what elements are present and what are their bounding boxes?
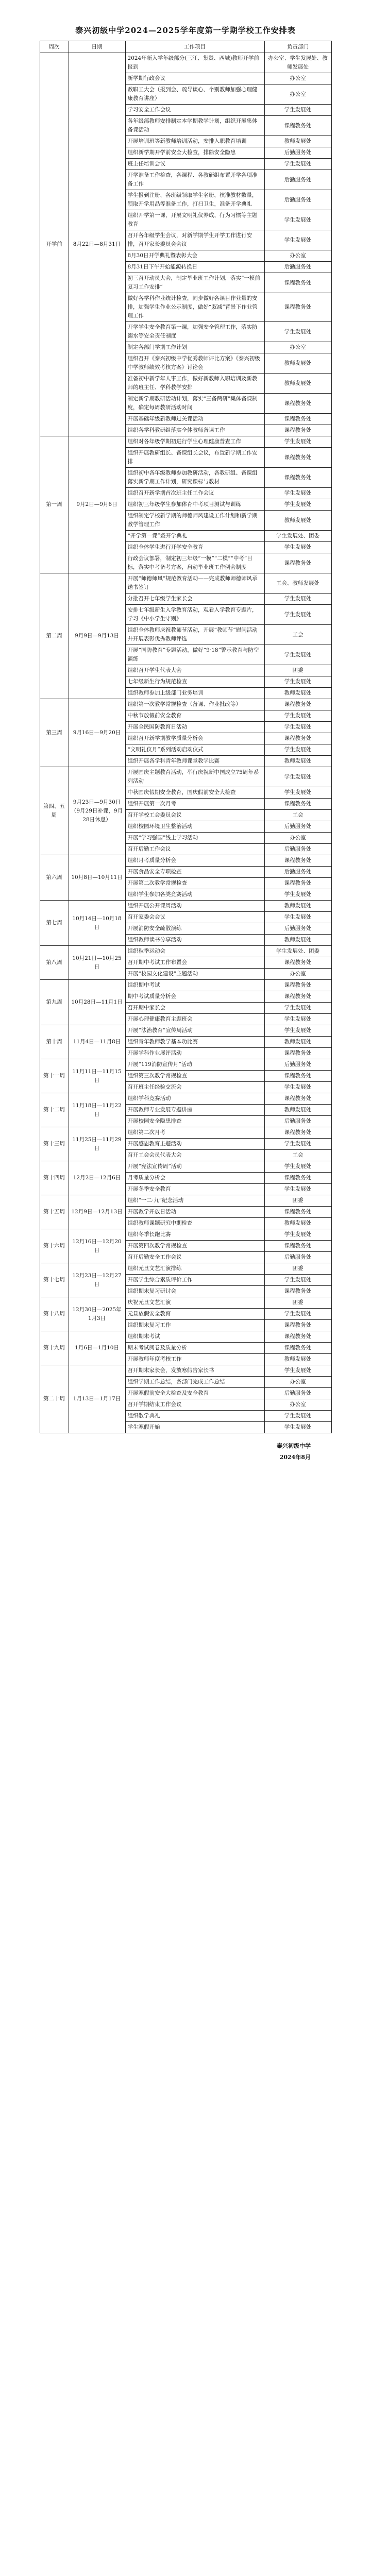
work-item-cell: 组织全体学生进行开学安全教育 <box>125 542 264 553</box>
department-cell: 课程教务处 <box>264 733 331 744</box>
department-cell: 教师发展处 <box>264 1037 331 1048</box>
department-cell: 学生发展处 <box>264 710 331 722</box>
table-row <box>40 699 331 710</box>
department-cell: 教师发展处 <box>264 1218 331 1229</box>
department-cell: 办公室 <box>264 1377 331 1388</box>
date-cell: 11月11日—11月15日 <box>69 1059 125 1093</box>
table-row <box>40 1195 331 1207</box>
department-cell: 课程教务处 <box>264 1241 331 1252</box>
work-item-cell: 期中考试质量分析会 <box>125 991 264 1003</box>
work-item-cell: 2024年新入学年级部分(三江、集贤、西城)教师开学前报到 <box>125 53 264 73</box>
table-row <box>40 901 331 912</box>
work-item-cell: 班主任培训会议 <box>125 159 264 170</box>
department-cell: 办公室 <box>264 833 331 844</box>
work-item-cell: 召开期中考试工作布置会 <box>125 957 264 969</box>
week-cell: 第二周 <box>40 573 69 699</box>
date-cell: 12月9日—12月13日 <box>69 1195 125 1229</box>
work-item-cell: 月考质量分析会 <box>125 1173 264 1184</box>
date-cell: 1月6日—1月10日 <box>69 1331 125 1365</box>
department-cell: 课程教务处 <box>264 293 331 322</box>
department-cell: 学生发展处 <box>264 1003 331 1014</box>
department-cell: 课程教务处 <box>264 414 331 425</box>
work-item-cell: 组织全体教师庆祝教师节活动，开展“教师节”慰问活动并开展表彰优秀教师评选 <box>125 625 264 645</box>
department-cell: 教师发展处 <box>264 1105 331 1116</box>
work-item-cell: 组织新学期开学前安全大检查，排除安全隐患 <box>125 147 264 159</box>
work-item-cell: 开展“校园文化建设”主题活动 <box>125 969 264 980</box>
department-cell: 学生发展处 <box>264 436 331 448</box>
department-cell: 学生发展处 <box>264 1014 331 1025</box>
work-item-cell: 开展感恩教育主题活动 <box>125 1139 264 1150</box>
week-cell: 第十二周 <box>40 1093 69 1127</box>
footer-org: 泰兴初级中学 <box>277 1443 311 1449</box>
work-item-cell: 召开后勤工作会议 <box>125 844 264 855</box>
department-cell: 学生发展处 <box>264 1422 331 1433</box>
work-item-cell: 开展“法治教育”宣传周活动 <box>125 1025 264 1037</box>
week-cell: 第九周 <box>40 980 69 1025</box>
department-cell: 后勤服务处 <box>264 190 331 210</box>
work-item-cell: 组织各学科教研组落实全体教师备课工作 <box>125 425 264 436</box>
work-item-cell: 组织期中考试 <box>125 980 264 991</box>
week-cell: 第十周 <box>40 1025 69 1059</box>
work-item-cell: 组织教师课题研究中期检查 <box>125 1218 264 1229</box>
work-item-cell: 开学准备工作检查，各课程、各教研组布置开学各项准备工作 <box>125 170 264 190</box>
week-cell: 第七周 <box>40 901 69 946</box>
table-row <box>40 767 331 787</box>
work-item-cell: 庆祝元旦文艺汇演 <box>125 1297 264 1309</box>
work-item-cell: 开展校园安全隐患排查 <box>125 1116 264 1127</box>
work-item-cell: 期末考试阅卷及质量分析 <box>125 1343 264 1354</box>
week-cell: 开学前 <box>40 53 69 436</box>
work-item-cell: 开展第四次教学常规检查 <box>125 1241 264 1252</box>
date-cell: 10月21日—10月25日 <box>69 946 125 980</box>
department-cell: 教师发展处 <box>264 756 331 767</box>
work-item-cell: 制定新学期教研活动计划，落实“三备两研”集体备课制度，确定每周教研活动时间 <box>125 394 264 414</box>
date-cell: 12月30日—2025年1月3日 <box>69 1297 125 1331</box>
department-cell: 教师发展处 <box>264 374 331 394</box>
date-cell: 11月4日—11月8日 <box>69 1025 125 1059</box>
table-row <box>40 1161 331 1173</box>
work-item-cell: 组织制定学校新学期的师德师风建设工作计划和新学期教学管理工作 <box>125 511 264 531</box>
department-cell: 课程教务处 <box>264 1048 331 1059</box>
work-item-cell: 开展全民国防教育日活动 <box>125 722 264 733</box>
department-cell: 教师发展处 <box>264 511 331 531</box>
work-item-cell: 开学学生安全教育第一课，加强安全管理工作，落实防溺水等安全责任制度 <box>125 322 264 342</box>
department-cell: 学生发展处 <box>264 767 331 787</box>
department-cell: 教师发展处 <box>264 136 331 147</box>
department-cell: 教师发展处 <box>264 688 331 699</box>
work-item-cell: 组织开学第一课，开展文明礼仪养成、行为习惯等主题教育 <box>125 210 264 230</box>
department-cell: 教师发展处 <box>264 901 331 912</box>
work-item-cell: 组织青年教师教学基本功比赛 <box>125 1037 264 1048</box>
work-item-cell: 开展教师专业发展专题讲座 <box>125 1105 264 1116</box>
work-item-cell: 组织召开学生代表大会 <box>125 665 264 676</box>
work-item-cell: 召开学校工会委员会议 <box>125 810 264 821</box>
work-item-cell: 七年级新生行为规范检查 <box>125 676 264 688</box>
week-cell: 第六周 <box>40 855 69 901</box>
work-item-cell: 分批召开七年级学生家长会 <box>125 594 264 605</box>
work-item-cell: 组织召开新学期教学质量分析会 <box>125 733 264 744</box>
department-cell: 后勤服务处 <box>264 1059 331 1071</box>
department-cell: 课程教务处 <box>264 1286 331 1297</box>
department-cell: 学生发展处 <box>264 1275 331 1286</box>
work-item-cell: 中秋节放假前安全教育 <box>125 710 264 722</box>
work-item-cell: 组织学科竞赛活动 <box>125 1093 264 1105</box>
department-cell: 后勤服务处 <box>264 1252 331 1263</box>
table-row <box>40 980 331 991</box>
date-cell: 8月22日—8月31日 <box>69 53 125 436</box>
work-item-cell: 学生报到注册、各班级领取学生名册，核准教材数量，领取开学用品等准备工作，打扫卫生，准备开学典礼 <box>125 190 264 210</box>
work-item-cell: 召开后勤安全工作会议 <box>125 1252 264 1263</box>
work-item-cell: 召开家委会会议 <box>125 912 264 923</box>
work-item-cell: 召开班主任经验交流会 <box>125 1082 264 1093</box>
department-cell: 学生发展处 <box>264 542 331 553</box>
department-cell: 课程教务处 <box>264 1320 331 1331</box>
work-item-cell: 组织对各年级学期初进行学生心理健康普查工作 <box>125 436 264 448</box>
department-cell: 学生发展处 <box>264 1139 331 1150</box>
work-item-cell: 组织期末复习研讨会 <box>125 1286 264 1297</box>
table-row <box>40 946 331 957</box>
table-row <box>40 1229 331 1241</box>
department-cell: 办公室 <box>264 73 331 84</box>
work-item-cell: 开展教师年度考核工作 <box>125 1354 264 1365</box>
week-cell: 第三周 <box>40 699 69 767</box>
work-item-cell: 组织第二次月考 <box>125 1127 264 1139</box>
department-cell: 学生发展处 <box>264 1309 331 1320</box>
work-item-cell: 开展冬季安全教育 <box>125 1184 264 1195</box>
department-cell: 学生发展处 <box>264 645 331 665</box>
table-row <box>40 855 331 867</box>
department-cell: 学生发展处 <box>264 787 331 799</box>
department-cell: 办公室 <box>264 250 331 262</box>
week-cell: 第十四周 <box>40 1161 69 1195</box>
week-cell: 第八周 <box>40 946 69 980</box>
table-row <box>40 53 331 73</box>
work-item-cell: 召开期中家长会 <box>125 1003 264 1014</box>
work-item-cell: 组织期末考试 <box>125 1331 264 1343</box>
date-cell: 12月2日—12月6日 <box>69 1161 125 1195</box>
department-cell: 团委 <box>264 665 331 676</box>
work-item-cell: 准备初中新学年人事工作，做好新教师入职培训及新教师的班主任、学科教学安排 <box>125 374 264 394</box>
table-body <box>40 53 331 1433</box>
table-row <box>40 1331 331 1343</box>
date-cell: 9月2日—9月6日 <box>69 436 125 573</box>
week-cell: 第十九周 <box>40 1331 69 1365</box>
week-cell: 第十六周 <box>40 1229 69 1263</box>
department-cell: 学生发展处 <box>264 1184 331 1195</box>
department-cell: 团委 <box>264 1195 331 1207</box>
work-item-cell: 学习安全工作会议 <box>125 105 264 116</box>
work-item-cell: 初三召开动员大会，制定毕业班工作计划，落实“一模前复习工作安排” <box>125 273 264 293</box>
work-item-cell: 组织初三年级学生参加体育中考项目测试与训练 <box>125 499 264 511</box>
department-cell: 学生发展处 <box>264 230 331 250</box>
work-item-cell: “开学第一课”暨开学典礼 <box>125 531 264 542</box>
work-item-cell: 开展“学习强国”线上学习活动 <box>125 833 264 844</box>
table-row <box>40 1297 331 1309</box>
work-item-cell: 中秋国庆假期安全教育，国庆假前安全大检查 <box>125 787 264 799</box>
department-cell: 工会 <box>264 625 331 645</box>
department-cell: 后勤服务处 <box>264 1116 331 1127</box>
date-cell: 11月25日—11月29日 <box>69 1127 125 1161</box>
work-item-cell: 元旦放假安全教育 <box>125 1309 264 1320</box>
work-item-cell: 组织教师读书分享活动 <box>125 935 264 946</box>
department-cell: 工会、教师发展处 <box>264 573 331 594</box>
work-item-cell: 开展教学开放日活动 <box>125 1207 264 1218</box>
week-cell: 第二十周 <box>40 1365 69 1433</box>
work-item-cell: 组织学期工作总结，各部门完成工作总结 <box>125 1377 264 1388</box>
department-cell: 后勤服务处 <box>264 147 331 159</box>
table-row <box>40 1059 331 1071</box>
document-title: 泰兴初级中学2024—2025学年度第一学期学校工作安排表 <box>75 26 296 35</box>
department-cell: 教师发展处 <box>264 1354 331 1365</box>
work-item-cell: 组织开展各学科青年教师课堂教学比赛 <box>125 756 264 767</box>
department-cell: 工会 <box>264 810 331 821</box>
work-item-cell: “文明礼仪月”系列活动启动仪式 <box>125 744 264 756</box>
department-cell: 学生发展处 <box>264 744 331 756</box>
department-cell: 学生发展处 <box>264 322 331 342</box>
department-cell: 办公室 <box>264 84 331 105</box>
department-cell: 办公室 <box>264 1399 331 1411</box>
table-row <box>40 1093 331 1105</box>
work-item-cell: 新学期行政会议 <box>125 73 264 84</box>
work-item-cell: 组织开展公开课周活动 <box>125 901 264 912</box>
header-dept: 负责部门 <box>264 41 331 53</box>
department-cell: 办公室 <box>264 969 331 980</box>
department-cell: 学生发展处、团委 <box>264 946 331 957</box>
department-cell: 课程教务处 <box>264 1331 331 1343</box>
department-cell: 课程教务处 <box>264 991 331 1003</box>
department-cell: 后勤服务处 <box>264 821 331 833</box>
week-cell: 第十三周 <box>40 1127 69 1161</box>
work-item-cell: 安排七年级新生入学教育活动，观看入学教育专题片，学习《中小学生守则》 <box>125 605 264 625</box>
header-item: 工作项目 <box>125 41 264 53</box>
department-cell: 课程教务处 <box>264 799 331 810</box>
department-cell: 团委 <box>264 1297 331 1309</box>
work-item-cell: 做好各学科作业统计检查，同步做好各课目作业量的安排，加强学生作业公示制度，做好“双减”背景下作业管理工作 <box>125 293 264 322</box>
department-cell: 办公室 <box>264 342 331 353</box>
date-cell: 9月16日—9月20日 <box>69 699 125 767</box>
date-cell: 9月9日—9月13日 <box>69 573 125 699</box>
table-row <box>40 573 331 594</box>
department-cell: 课程教务处 <box>264 855 331 867</box>
department-cell: 后勤服务处 <box>264 170 331 190</box>
work-item-cell: 开展第二次教学常规检查 <box>125 878 264 889</box>
department-cell: 学生发展处 <box>264 1161 331 1173</box>
department-cell: 后勤服务处 <box>264 1388 331 1399</box>
department-cell: 学生发展处 <box>264 1365 331 1377</box>
department-cell: 学生发展处 <box>264 1025 331 1037</box>
work-item-cell: 组织“一二·九”纪念活动 <box>125 1195 264 1207</box>
date-cell: 12月23日—12月27日 <box>69 1263 125 1297</box>
work-item-cell: 开展“国防教育”专题活动，做好“9·18”警示教育与防空演练 <box>125 645 264 665</box>
department-cell: 课程教务处 <box>264 1071 331 1082</box>
department-cell: 学生发展处 <box>264 889 331 901</box>
work-item-cell: 组织教师参加上级部门业务培训 <box>125 688 264 699</box>
work-item-cell: 组织月考质量分析会 <box>125 855 264 867</box>
week-cell: 第十五周 <box>40 1195 69 1229</box>
work-item-cell: 组织第一次教学常规检查（备课、作业批改等） <box>125 699 264 710</box>
department-cell: 课程教务处 <box>264 1343 331 1354</box>
department-cell: 课程教务处 <box>264 957 331 969</box>
department-cell: 后勤服务处 <box>264 867 331 878</box>
work-item-cell: 开展国庆主题教育活动，举行庆祝新中国成立75周年系列活动 <box>125 767 264 787</box>
signature-block <box>40 1440 331 1463</box>
work-item-cell: 组织召开《泰兴初级中学优秀教师评比方案》《泰兴初级中学教师绩效考核方案》讨论会 <box>125 353 264 374</box>
table-row <box>40 1263 331 1275</box>
work-item-cell: 开展心理健康教育主题班会 <box>125 1014 264 1025</box>
department-cell: 工会 <box>264 1150 331 1161</box>
department-cell: 后勤服务处 <box>264 262 331 273</box>
department-cell: 学生发展处 <box>264 210 331 230</box>
work-item-cell: 8月31日下午开始能源转换日 <box>125 262 264 273</box>
work-item-cell: 教职工大会（报到会、疏导谈心、个别教师加强心理健康教育讲座） <box>125 84 264 105</box>
work-item-cell: 组织元旦文艺汇演排练 <box>125 1263 264 1275</box>
department-cell: 教师发展处 <box>264 353 331 374</box>
department-cell: 后勤服务处 <box>264 923 331 935</box>
work-item-cell: 开展“师德师风”规范教育活动——完成教师师德师风承诺书签订 <box>125 573 264 594</box>
work-item-cell: 组织期末复习工作 <box>125 1320 264 1331</box>
work-item-cell: 开展基础年级新教师过关课活动 <box>125 414 264 425</box>
header-week: 周次 <box>40 41 69 53</box>
department-cell: 学生发展处 <box>264 912 331 923</box>
department-cell: 课程教务处 <box>264 1127 331 1139</box>
department-cell: 学生发展处 <box>264 105 331 116</box>
work-item-cell: 8月30日开学典礼暨表彰大会 <box>125 250 264 262</box>
department-cell: 课程教务处 <box>264 425 331 436</box>
department-cell: 课程教务处 <box>264 273 331 293</box>
department-cell: 课程教务处 <box>264 468 331 488</box>
date-cell: 12月16日—12月20日 <box>69 1229 125 1263</box>
work-item-cell: 召开各年级学生会议，对新学期学生开学工作进行安排，召开家长委员会会议 <box>125 230 264 250</box>
work-item-cell: 开展寒假前安全大检查及安全教育 <box>125 1388 264 1399</box>
header-date: 日期 <box>69 41 125 53</box>
work-item-cell: 开展消防安全疏散演练 <box>125 923 264 935</box>
department-cell: 课程教务处 <box>264 1093 331 1105</box>
work-item-cell: 召开学期结束工作会议 <box>125 1399 264 1411</box>
work-item-cell: 组织开展第一次月考 <box>125 799 264 810</box>
department-cell: 课程教务处 <box>264 394 331 414</box>
department-cell: 学生发展处 <box>264 499 331 511</box>
week-cell: 第十八周 <box>40 1297 69 1331</box>
week-cell: 第一周 <box>40 436 69 573</box>
department-cell: 课程教务处 <box>264 116 331 136</box>
department-cell: 学生发展处、团委 <box>264 531 331 542</box>
department-cell: 课程教务处 <box>264 980 331 991</box>
department-cell: 课程教务处 <box>264 553 331 573</box>
work-item-cell: 开展培训班等新教师培训活动，安排入职教育培训 <box>125 136 264 147</box>
department-cell: 学生发展处 <box>264 605 331 625</box>
work-item-cell: 开展“119消防宣传月”活动 <box>125 1059 264 1071</box>
department-cell: 办公室、学生发展处、教师发展处 <box>264 53 331 73</box>
table-row <box>40 1025 331 1037</box>
week-cell: 第十一周 <box>40 1059 69 1093</box>
date-cell: 10月28日—11月1日 <box>69 980 125 1025</box>
date-cell: 1月13日—1月17日 <box>69 1365 125 1433</box>
table-row <box>40 1127 331 1139</box>
work-item-cell: 组织冬季长跑比赛 <box>125 1229 264 1241</box>
work-item-cell: 制定各部门学期工作计划 <box>125 342 264 353</box>
department-cell: 课程教务处 <box>264 1173 331 1184</box>
week-cell: 第四、五周 <box>40 767 69 855</box>
work-item-cell: 各年级部教师安排制定本学期教学计划，组织开展集体备课活动 <box>125 116 264 136</box>
department-cell: 团委 <box>264 1263 331 1275</box>
date-cell: 11月18日—11月22日 <box>69 1093 125 1127</box>
date-cell: 9月23日—9月30日 （9月29日补课，9月28日休息） <box>69 767 125 855</box>
department-cell: 学生发展处 <box>264 159 331 170</box>
work-item-cell: 召开工会会员代表大会 <box>125 1150 264 1161</box>
date-cell: 10月14日—10月18日 <box>69 901 125 946</box>
department-cell: 教师发展处 <box>264 935 331 946</box>
work-item-cell: 组织召开新学期首次班主任工作会议 <box>125 488 264 499</box>
department-cell: 课程教务处 <box>264 1207 331 1218</box>
footer-date: 2024年8月 <box>279 1454 311 1461</box>
table-row <box>40 1365 331 1377</box>
department-cell: 课程教务处 <box>264 699 331 710</box>
department-cell: 学生发展处 <box>264 488 331 499</box>
work-item-cell: 组织学生参加各类竞赛活动 <box>125 889 264 901</box>
work-item-cell: 开展食品安全专项检查 <box>125 867 264 878</box>
department-cell: 后勤服务处 <box>264 844 331 855</box>
table-row <box>40 436 331 448</box>
department-cell: 学生发展处 <box>264 722 331 733</box>
department-cell: 课程教务处 <box>264 878 331 889</box>
work-item-cell: 召开期末家长会，发放寒假告家长书 <box>125 1365 264 1377</box>
work-item-cell: 开展“宪法宣传周”活动 <box>125 1161 264 1173</box>
work-item-cell: 组织散学典礼 <box>125 1411 264 1422</box>
work-item-cell: 组织开展教研组长、备课组长会议，布置新学期工作安排 <box>125 448 264 468</box>
work-item-cell: 行政会议部署，制定初三年级“一模”“二模”“中考”目标，落实中考备考方案，启动毕业班工作例会制度 <box>125 553 264 573</box>
department-cell: 学生发展处 <box>264 1229 331 1241</box>
work-item-cell: 学生寒假开始 <box>125 1422 264 1433</box>
work-item-cell: 开展学生综合素质评价工作 <box>125 1275 264 1286</box>
schedule-table <box>40 41 332 1433</box>
table-header <box>40 41 331 53</box>
department-cell: 学生发展处 <box>264 594 331 605</box>
work-item-cell: 组织第三次教学常规检查 <box>125 1071 264 1082</box>
department-cell: 课程教务处 <box>264 448 331 468</box>
work-item-cell: 组织秋季运动会 <box>125 946 264 957</box>
work-item-cell: 开展学科作业展评活动 <box>125 1048 264 1059</box>
week-cell: 第十七周 <box>40 1263 69 1297</box>
department-cell: 学生发展处 <box>264 1411 331 1422</box>
department-cell: 学生发展处 <box>264 676 331 688</box>
work-item-cell: 组织初中各年级教师参加教研活动，各教研组、备课组落实新学期工作计划，研究课标与教材 <box>125 468 264 488</box>
date-cell: 10月8日—10月11日 <box>69 855 125 901</box>
department-cell: 学生发展处 <box>264 1082 331 1093</box>
work-item-cell: 组织校园环境卫生整治活动 <box>125 821 264 833</box>
